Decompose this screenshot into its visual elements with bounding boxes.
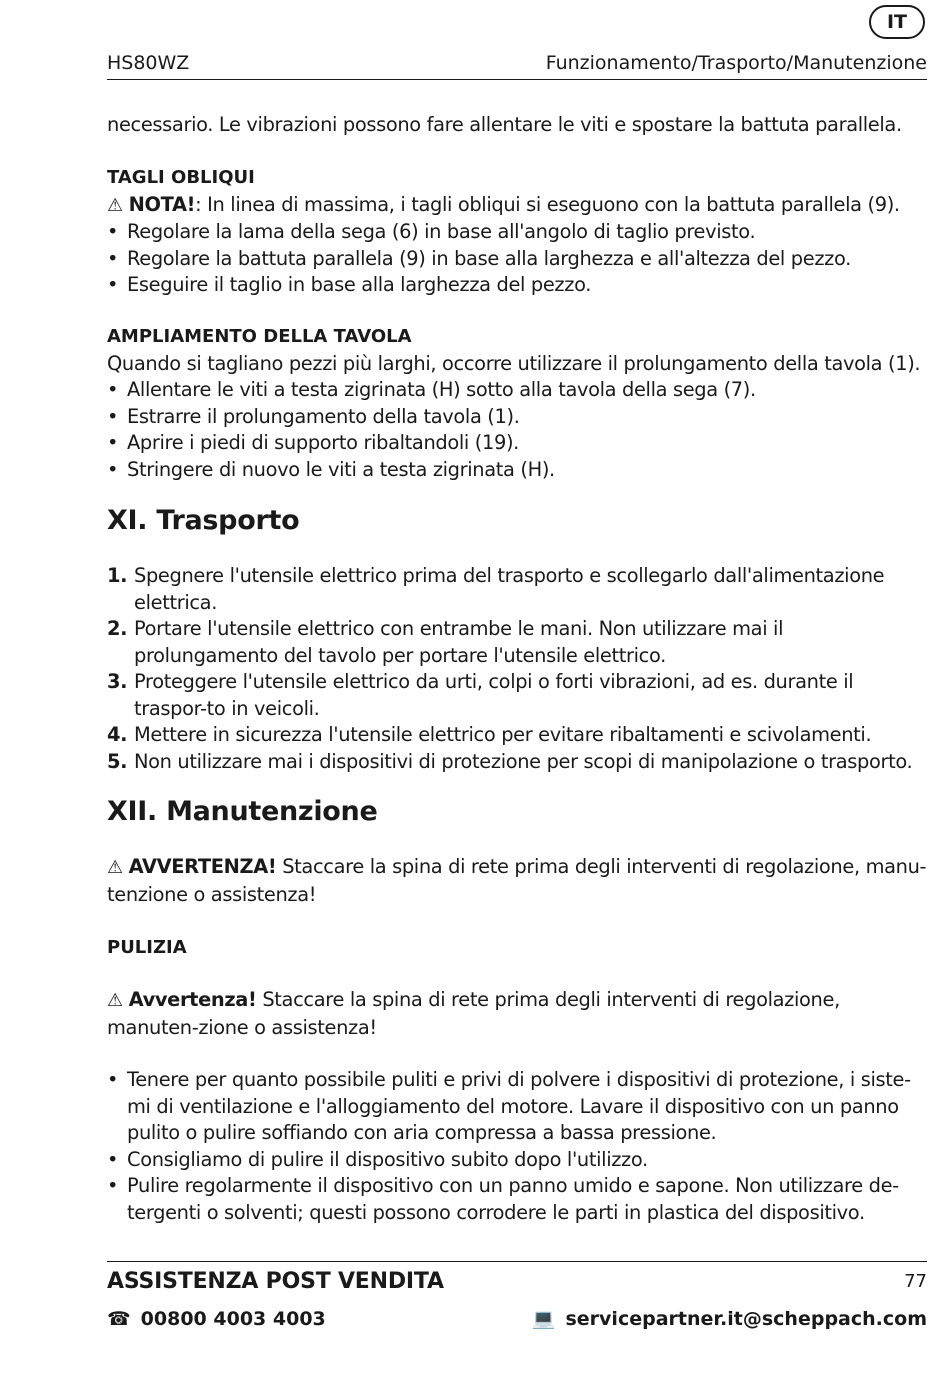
warning-icon: ⚠ [107,857,123,878]
computer-icon: 💻 [531,1308,556,1330]
warning2-paragraph [107,987,927,1041]
warning-icon: ⚠ [107,194,123,216]
note-text: : In linea di massima, i tagli obliqui si eseguono con la battuta parallela (9). [195,192,900,216]
item-number: 3. [107,670,128,693]
list-item [107,616,927,669]
list-item [107,749,927,776]
page-header [107,51,927,80]
pulizia-heading: PULIZIA [107,937,187,958]
footer-title: ASSISTENZA POST VENDITA [107,1269,444,1294]
trasporto-list [107,563,927,775]
intro-paragraph: necessario. Le vibrazioni possono fare allentare le viti e spostare la battuta parallela. [107,113,902,136]
list-item [107,722,927,749]
tagli-obliqui-heading: TAGLI OBLIQUI [107,167,255,188]
language-badge: IT [869,5,925,39]
list-item: • Regolare la lama della sega (6) in base all'angolo di taglio previsto. [107,219,927,246]
phone-icon: ☎ [107,1308,131,1330]
ampliamento-list [107,377,927,483]
footer-phone [107,1306,326,1332]
ampliamento-intro: Quando si tagliano pezzi più larghi, occorre utilizzare il prolungamento della tavola (1). [107,351,921,375]
item-text: Non utilizzare mai i dispositivi di protezione per scopi di manipolazione o trasporto. [134,749,913,773]
warning-icon: ⚠ [107,990,123,1011]
ampliamento-section [107,324,927,483]
footer-divider [107,1261,927,1262]
section-title: Funzionamento/Trasporto/Manutenzione [545,52,927,74]
item-number: 1. [107,564,128,587]
warning2-text: Staccare la spina di rete prima degli interventi di regolazione, manuten-zione o assistenza! [107,988,840,1039]
tagli-obliqui-section [107,165,927,299]
item-text: Portare l'utensile elettrico con entrambe le mani. Non utilizzare mai il prolungamento del tavolo per portare l'utensile elettrico. [134,617,784,667]
list-item: • Regolare la battuta parallela (9) in base alla larghezza e all'altezza del pezzo. [107,246,927,273]
list-item [107,563,927,616]
note-line [107,192,927,220]
list-item: • Tenere per quanto possibile puliti e privi di polvere i dispositivi di protezione, i siste-mi di ventilazione e l'alloggiamento del motore. Lavare il dispositivo con un panno pulito o pulire soffiando con aria compressa a bassa pressione. [107,1067,927,1147]
trasporto-heading: XI. Trasporto [107,505,300,536]
item-number: 2. [107,617,128,640]
item-number: 4. [107,723,128,746]
page-number: 77 [904,1271,927,1292]
item-text: Spegnere l'utensile elettrico prima del trasporto e scollegarlo dall'alimentazione elettrica. [134,564,885,614]
ampliamento-heading: AMPLIAMENTO DELLA TAVOLA [107,326,412,347]
phone-number[interactable]: 00800 4003 4003 [140,1308,326,1330]
warning2-label: Avvertenza! [128,988,257,1011]
item-text: Mettere in sicurezza l'utensile elettrico per evitare ribaltamenti e scivolamenti. [134,723,872,746]
tagli-obliqui-list [107,219,927,299]
list-item: • Eseguire il taglio in base alla larghezza del pezzo. [107,272,927,299]
model-name: HS80WZ [107,52,190,74]
list-item: • Pulire regolarmente il dispositivo con un panno umido e sapone. Non utilizzare de-tergenti o solventi; questi possono corrodere le parti in plastica del dispositivo. [107,1173,927,1226]
email-address[interactable]: servicepartner.it@scheppach.com [565,1308,927,1330]
list-item: • Estrarre il prolungamento della tavola (1). [107,404,927,431]
list-item [107,669,927,722]
list-item: • Aprire i piedi di supporto ribaltandoli (19). [107,430,927,457]
pulizia-list [107,1067,927,1226]
warning-text: Staccare la spina di rete prima degli interventi di regolazione, manu-tenzione o assistenza! [107,855,927,906]
warning-paragraph [107,854,927,908]
list-item: • Stringere di nuovo le viti a testa zigrinata (H). [107,457,927,484]
list-item: • Consigliamo di pulire il dispositivo subito dopo l'utilizzo. [107,1147,927,1174]
manutenzione-heading: XII. Manutenzione [107,796,378,827]
item-number: 5. [107,749,128,773]
footer-email [532,1306,927,1332]
warning-label: AVVERTENZA! [128,855,277,878]
list-item: • Allentare le viti a testa zigrinata (H) sotto alla tavola della sega (7). [107,377,927,404]
note-label: NOTA! [128,192,196,216]
item-text: Proteggere l'utensile elettrico da urti, colpi o forti vibrazioni, ad es. durante il traspor-to in veicoli. [134,670,854,720]
